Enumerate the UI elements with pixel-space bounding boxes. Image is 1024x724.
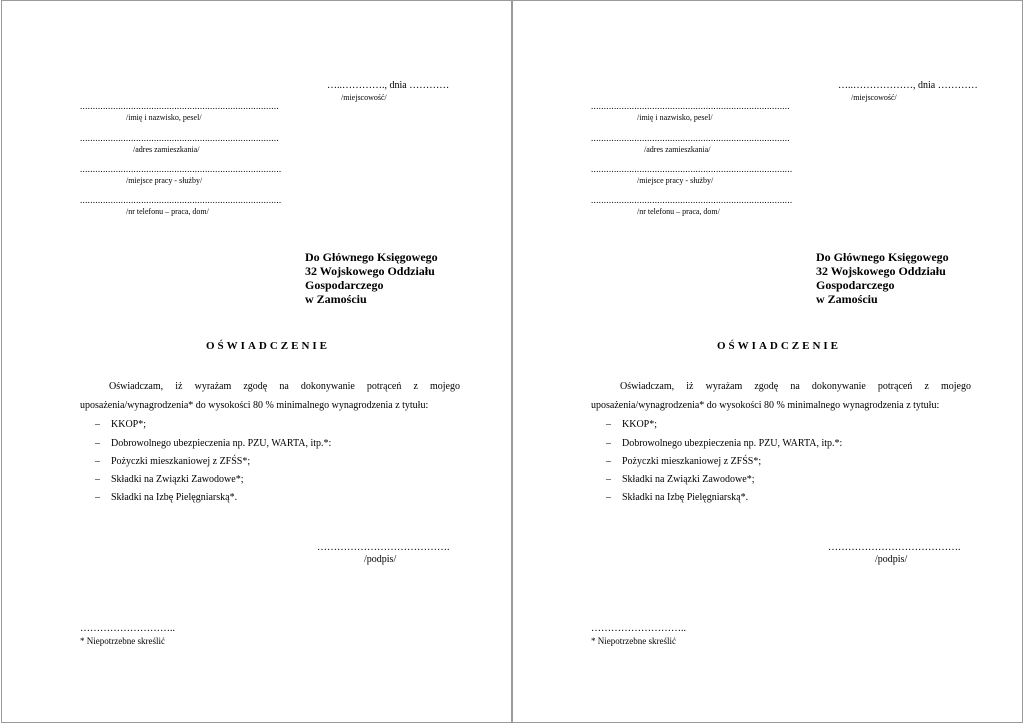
body-line-2: uposażenia/wynagrodzenia* do wysokości 80 % minimalnego wynagrodzenia z tytułu: [591, 400, 940, 411]
list-item [95, 456, 250, 467]
document-page-right [512, 0, 1023, 723]
addressee-line-1: Do Głównego Księgowego [305, 250, 438, 264]
list-item [606, 492, 748, 503]
address-field-caption: /adres zamieszkania/ [644, 145, 711, 154]
list-item [606, 438, 842, 449]
footnote: * Niepotrzebne skreślić [80, 636, 165, 646]
signature-caption: /podpis/ [364, 554, 397, 565]
body-line-2: uposażenia/wynagrodzenia* do wysokości 80 % minimalnego wynagrodzenia z tytułu: [80, 400, 429, 411]
list-item-text: Pożyczki mieszkaniowej z ZFŚS*; [622, 456, 762, 467]
footnote-dots: ……………………….. [591, 623, 686, 634]
list-item-text: KKOP*; [622, 419, 658, 430]
list-item-text: Składki na Izbę Pielęgniarską*. [111, 492, 238, 503]
list-item-text: KKOP*; [111, 419, 147, 430]
list-item-text: Pożyczki mieszkaniowej z ZFŚS*; [111, 456, 251, 467]
list-item-text: Składki na Związki Zawodowe*; [111, 474, 244, 485]
workplace-field-caption: /miejsce pracy - służby/ [637, 176, 714, 185]
name-field-dots: .............................................................................. [80, 101, 279, 111]
addressee-line-2: 32 Wojskowego Oddziału [305, 264, 435, 278]
place-caption: /miejscowość/ [851, 93, 897, 102]
addressee-line-3: Gospodarczego [816, 278, 895, 292]
dash-bullet: – [606, 419, 611, 430]
signature-caption: /podpis/ [875, 554, 908, 565]
date-line: …..………………, dnia ………… [838, 80, 978, 91]
phone-field-caption: /nr telefonu – praca, dom/ [126, 207, 209, 216]
addressee-line-2: 32 Wojskowego Oddziału [816, 264, 946, 278]
dash-bullet: – [95, 456, 100, 467]
footnote: * Niepotrzebne skreślić [591, 636, 676, 646]
list-item-text: Dobrowolnego ubezpieczenia np. PZU, WARTA, itp.*: [622, 438, 843, 449]
address-field-dots: .............................................................................. [80, 133, 279, 143]
body-line-1: Oświadczam, iż wyrażam zgodę na dokonywanie potrąceń z mojego [109, 381, 460, 392]
dash-bullet: – [606, 456, 611, 467]
dash-bullet: – [606, 438, 611, 449]
dash-bullet: – [606, 474, 611, 485]
list-item [95, 419, 146, 430]
list-item [606, 474, 754, 485]
body-line-1: Oświadczam, iż wyrażam zgodę na dokonywanie potrąceń z mojego [620, 381, 971, 392]
footnote-dots: ……………………….. [80, 623, 175, 634]
list-item [95, 474, 243, 485]
list-item-text: Składki na Izbę Pielęgniarską*. [622, 492, 749, 503]
name-field-caption: /imię i nazwisko, pesel/ [637, 113, 713, 122]
addressee-line-4: w Zamościu [305, 292, 367, 306]
list-item [606, 456, 761, 467]
addressee-line-4: w Zamościu [816, 292, 878, 306]
list-item-text: Dobrowolnego ubezpieczenia np. PZU, WARTA, itp.*: [111, 438, 332, 449]
place-caption: /miejscowość/ [341, 93, 387, 102]
dash-bullet: – [95, 474, 100, 485]
phone-field-caption: /nr telefonu – praca, dom/ [637, 207, 720, 216]
list-item [95, 438, 331, 449]
addressee-line-1: Do Głównego Księgowego [816, 250, 949, 264]
workplace-field-caption: /miejsce pracy - służby/ [126, 176, 203, 185]
addressee-line-3: Gospodarczego [305, 278, 384, 292]
document-title: OŚWIADCZENIE [717, 340, 842, 352]
document-page-left [1, 0, 512, 723]
dash-bullet: – [95, 438, 100, 449]
dash-bullet: – [606, 492, 611, 503]
dash-bullet: – [95, 419, 100, 430]
workplace-field-dots: ............................................................................... [591, 164, 793, 174]
phone-field-dots: ............................................................................... [80, 195, 282, 205]
workplace-field-dots: ............................................................................... [80, 164, 282, 174]
address-field-dots: .............................................................................. [591, 133, 790, 143]
list-item-text: Składki na Związki Zawodowe*; [622, 474, 755, 485]
phone-field-dots: ............................................................................... [591, 195, 793, 205]
name-field-dots: .............................................................................. [591, 101, 790, 111]
signature-dots: …………………………………. [828, 542, 961, 553]
document-title: OŚWIADCZENIE [206, 340, 331, 352]
list-item [606, 419, 657, 430]
dash-bullet: – [95, 492, 100, 503]
signature-dots: …………………………………. [317, 542, 450, 553]
name-field-caption: /imię i nazwisko, pesel/ [126, 113, 202, 122]
date-line: …..…………., dnia ………… [327, 80, 450, 91]
list-item [95, 492, 237, 503]
address-field-caption: /adres zamieszkania/ [133, 145, 200, 154]
